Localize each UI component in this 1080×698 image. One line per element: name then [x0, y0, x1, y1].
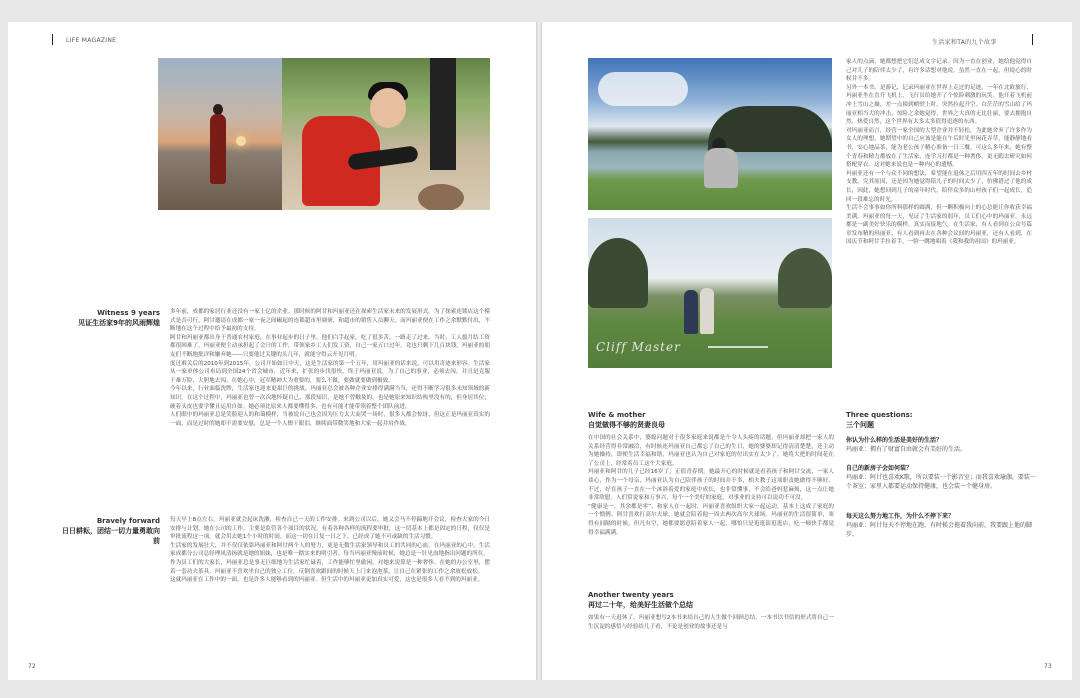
right-page [542, 22, 1072, 680]
another-paragraph: 如果有一天退休了，玛丽亚想写2本书来给自己的人生做个回顾总结。一本书以书信的形式将自己一生沉淀的感悟与经验给儿子看，不论是创业的故事还是与 [588, 615, 834, 630]
question-text: 你认为什么样的生活是美好的生活？ [846, 437, 943, 444]
question-text: 自己的新房子会如何装？ [846, 465, 913, 472]
page-number-right: 73 [1044, 663, 1052, 670]
forward-body [170, 516, 490, 664]
right-paragraph: 另外一本书，是游记，记录玛丽亚在世界上走过的足迹。一年在北欧旅行，玛丽亚坐在直升飞机上，飞行员给她开了个惊险刺激的玩笑。他开着飞机前冲上雪山之巅，差一点撞到峭壁上时，突然拉起升空。白茫茫的雪山给了玛丽亚相当大的冲击，惊险之余她觉得，世界之大真的无比壮丽，要去拥抱自然、热爱自然，这个世界有太多太多值得追逐的东西。 [846, 84, 1032, 126]
header-marker [1032, 34, 1033, 45]
questions-heading-zh: 三个问题 [846, 421, 874, 429]
wife-paragraph: “健康是一，其余都是零”，和家人在一起时，玛丽亚喜欢组织大家一起运动，基本上这成了家庭的一个惯例。阿甘喜欢打高尔夫球，她就会陪着他一周去两次高尔夫球场。玛丽亚的生活很简单，寒得有间隔的时候，但凡有空，她都要愿意陪着家人一起，哪怕只是逛逛街逛逛店，吃一顿快手都觉得幸福满满。 [588, 503, 834, 536]
answer-text: 玛丽亚：阿甘每天不停地在跑，有时候会拖着我向前，我要跟上他的脚步。 [846, 522, 1033, 538]
another-heading [588, 590, 828, 610]
answer-text: 玛丽亚：拥有了财富自由就会有美好的生活。 [846, 446, 967, 453]
questions-heading-en: Three questions: [846, 411, 913, 419]
witness-heading-en: Witness 9 years [97, 309, 160, 317]
header-marker [52, 34, 53, 45]
signature-line [708, 346, 768, 348]
forward-heading-en: Bravely forward [96, 517, 160, 525]
witness-heading [58, 308, 160, 328]
wife-paragraph: 在中国的社会关系中，婆媳问题对于很多家庭来说都是个令人头疼的话题。但玛丽亚却把一家人的关系经营得非常融洽，有时候连玛丽亚自己都忘了自己的生日，她的婆婆却记得清清楚楚，还主动为她操持，即便生活幸福和谐，玛丽亚也认为自己对家庭的付出实在太少了，她将大把的时间花在了公司上，经常着员工这个大家庭。 [588, 435, 834, 467]
witness-paragraph: 度过难关后的2010年到2015年，公司开始如日中天，这是生活家的第一个五年，用玛丽亚的话来说，可以用奇迹来形容。生活家从一家单体公司布局到全国24个省会城市，近年来，扩张的步伐很快，终于玛丽亚说，为了自己的事业，必须去闯，并且是克服千难万险，大胆地去闯。在她心中，冠军精神大为重要的，要么不做，要做就要做到极致。 [170, 360, 490, 384]
question-3 [846, 512, 1036, 539]
magazine-header: LIFE MAGAZINE [66, 37, 117, 44]
another-heading-zh: 再过二十年，给美好生活做个总结 [588, 601, 693, 609]
witness-body [170, 308, 490, 516]
questions-heading [846, 410, 1036, 430]
right-paragraph: 家人的点滴，她都想把它们总成文字记录。因为一直在创业，她给他觉得自己对儿子的陪伴太少了，有许多话想对他说，虽然一直在一起，但说心的时候并不多。 [846, 59, 1032, 83]
right-paragraph: 对玛丽亚而言，经营一家全国的大型企业并不轻松，为此她舍弃了许多作为女人的理想。她期望中的自己应该是能在午后时光里闲花弄草，能静静地看书，安心地品茶，能为老公孩子精心准备一日三餐，可这么多年来，她有整个青春和精力都放在了生活家，连学习打都是一种奢侈，更无暇去研究如何搭配穿衣。这对她来说也是一种内心的遗憾。 [846, 127, 1032, 169]
wife-heading-en: Wife & mother [588, 411, 646, 419]
forward-paragraph: 生活家的发展壮大，并不仅仅依靠玛丽亚和阿甘两个人的努力，更是无数生活家领导和员工的共同的心血。在玛丽亚的心中，生活家成都分公司总经理凤清扬就是她的姐妹，也是唯一踏实来的明引者。每当玛丽亚慢前时候，她总是一针见血地指出问题的所在。 [170, 542, 490, 558]
signature-watermark: Cliff Master [596, 340, 681, 354]
right-top-body [846, 58, 1032, 370]
lakeside-photo [588, 58, 832, 210]
wife-heading-zh: 自觉做得不够的贤妻良母 [588, 421, 665, 429]
witness-heading-zh: 见证生活家9年的风雨辉煌 [78, 319, 160, 327]
left-page [8, 22, 536, 680]
forward-paragraph: 这就玛丽亚在工作中的一面，也是许多人能够看到的玛丽亚。但生活中的玛丽亚更加真实可爱，这也是很多人看不到的玛丽亚。 [170, 577, 484, 584]
another-body [588, 614, 834, 644]
right-paragraph: 生活不会事事如你所料那样的圆满，但一颗积极向上的心总能让你收获幸福美满。玛丽亚的每一天，见证了生活家的弱年，员工们心中的玛丽亚，永远都是一副美好快乐的模样，真实而接地气。在生活家，有人看到在公众号篇章发布精的玛丽亚，有人看到再去在各种会议间的玛丽亚，还有人看到，在国庆节和阿甘手拉着手，一脸一眺地唱着《我和我的祖国》的玛丽亚。 [846, 205, 1032, 246]
quokka-photo [282, 58, 490, 210]
wife-paragraph: 玛丽亚和阿甘的儿子已经16岁了，正值青春期。她最开心的时候就是看着孩子和阿甘交流，一家人谈心，作为一个母亲，玛丽亚认为自己陪伴孩子的时间并不多，相夫教子这项职责她做得不够好。不过，好在孩子一直在一个沐浴着爱的家庭中成长，也非常懂事，不会给爸妈惹麻烦，这一点让她非常欣慰。人们常说家和万事兴，每个一个美好的家庭，对事业的支持可以说功不可没。 [588, 469, 834, 502]
witness-paragraph: 今年以来，行业面临洗牌，生活家也迎来更艰巨的挑战。玛丽亚总会被各种企业安排得满满当当，还得不断学习很多未知领域的新知识。在这个过程中，玛丽亚也曾一次次地怀疑自己，那段知识，是她不曾触及的，也是她原来知识结构里没有的，但身居其位，硬着头皮也要学懂且运用自如。她必须比原来人都要懂得多，也有可能才能带领着整个团队前进。 [170, 386, 490, 410]
witness-paragraph: 人们眼中的玛丽亚总是笑脸迎人的和蔼模样，当被说自己也会因为压力太大而哭一场时，很多人都会惊讶，但这正是玛丽亚真实的一面，而是过时的她却不需要安慰，总是一个人擦干眼泪，继续面带微笑地和大家一起并肩作战。 [170, 412, 490, 427]
wife-body [588, 434, 834, 612]
right-paragraph: 玛丽亚还有一个与众不同的想法，希望能在退休之后用四五年的时间去乡村支教。究其原因，还是因为她觉得陪儿子的时间太少了，仿佛错过了他的成长，因此，她想回到儿子的童年时代，陪伴众多的山村孩子们一起成长，追回一段难忘的时光。 [846, 170, 1032, 203]
answer-text: 玛丽亚：阿甘也喜欢K歌，所以要装一个影音室；而我喜欢瑜伽，要装一个茶室；家里人都要运动保持健康，也会装一个健身房。 [846, 474, 1036, 490]
witness-paragraph: 多年前，成都的家居行业还没有一家上亿的企业。那时候的阿甘和玛丽亚还在探索生活家未来的发展形式。为了探索连锁店这个模式是否可行，阿甘邀请在成都一家一夜之间崛起的连锁超市里调研，和超市的销售人员聊天。而玛丽亚便在工作之余默默付出，不断地在这个过程中给予最初的支持。 [170, 309, 490, 333]
forward-heading-zh: 日日耕耘，团结一切力量勇敢向前 [62, 527, 160, 545]
forward-heading [58, 516, 160, 546]
park-couple-photo [588, 218, 832, 368]
forward-paragraph: 作为员工们的大家长，玛丽亚总是事无巨细地为生活家忙碌着，工作能够忙里偷闲，对她来说算是一种奢侈。在她的办公室里，摆着一套功夫茶具，玛丽亚不喜欢坐自己的独立工位，反倒喜欢跟间的时候天上门来泡泡茶，让自己在紧张的工作之余放松放松。 [170, 559, 490, 575]
question-1 [846, 436, 1036, 454]
page-number-left: 72 [28, 663, 36, 670]
forward-paragraph: 每天早上8点左右，玛丽亚就会起床洗漱，检查自己一天的工作安排。来到公司以后，她又会马不停蹄地开会议，检查大家的今日安排与计划，她在公司的工作，主要是监管各个项目的状况。有着各种各样的流程要审批。这一切基本上都是固定的日程，仅仅是审批流程这一项，就会用去她1个小时的时间。而这一切在日复一日之下，已经成了她不可或缺的生活习惯。 [170, 517, 490, 541]
wife-heading [588, 410, 828, 430]
sunset-beach-photo [158, 58, 282, 210]
witness-paragraph: 阿甘和玛丽亚都出身于普通农村家庭。在事业起步的日子里，他们白手起家，吃了很多苦，一路走了过来。当时，工人拔月结工资都很困难了，玛丽亚便主动承担起了会计的工作，带领家乡工人们发工资，自己一家五口过年，竟也只剩下几百块钱。玛丽亚的朋友们不断地批评和嫌弃她——只要他过关键的头几年，就能守得云开见月明。 [170, 334, 490, 358]
question-text: 每天这么努力地工作，为什么不停下来？ [846, 513, 955, 520]
another-heading-en: Another twenty years [588, 591, 674, 599]
question-2 [846, 464, 1036, 491]
story-header: 生活家和TA的九个故事 [932, 39, 997, 46]
